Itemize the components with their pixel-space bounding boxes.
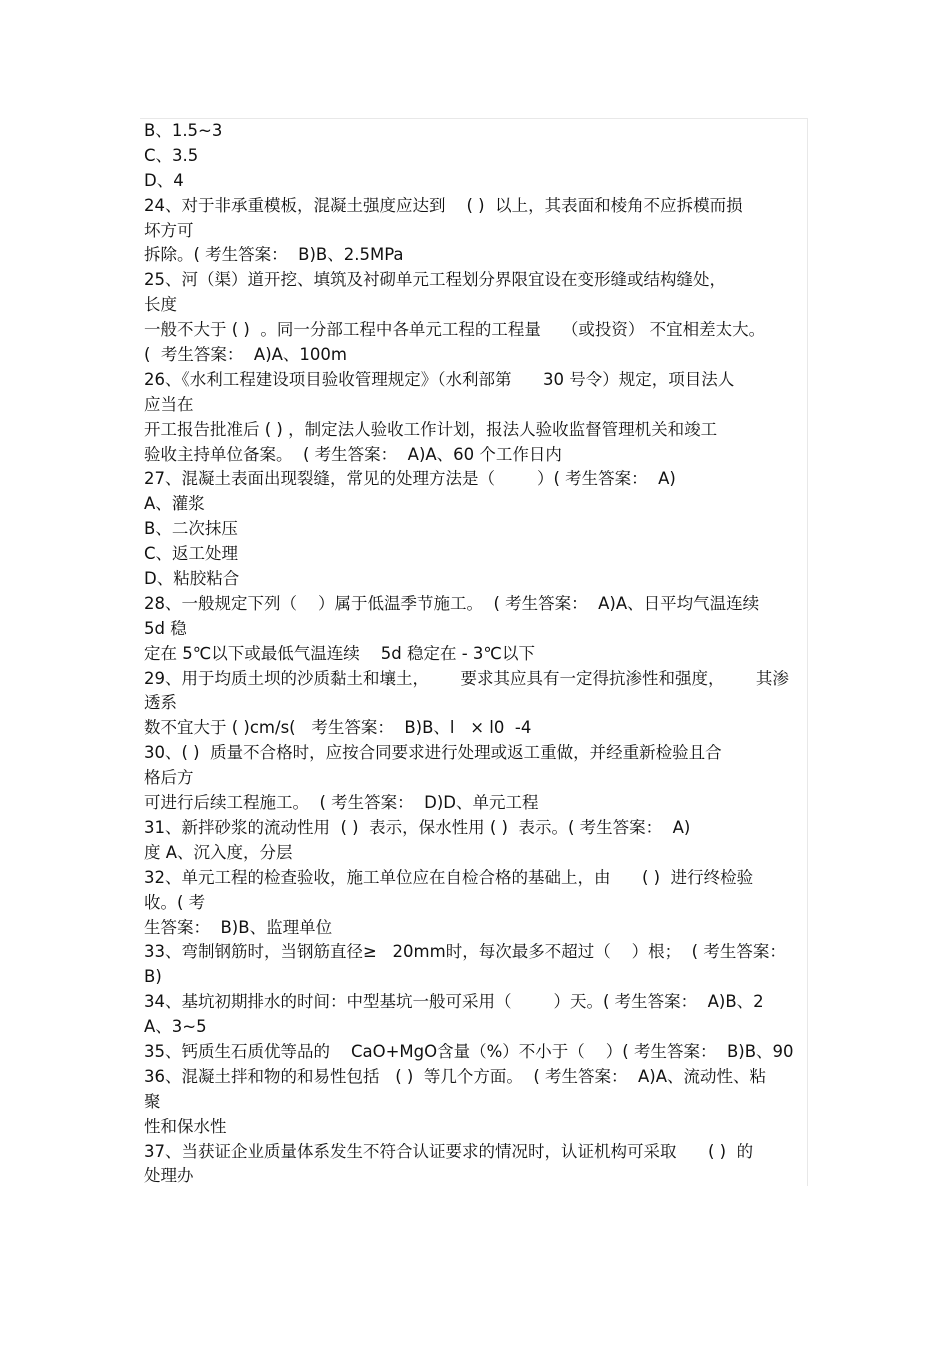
text-line: 定在 5℃以下或最低气温连续 5d 稳定在 - 3℃以下 — [144, 643, 535, 663]
text-line: 35、钙质生石质优等品的 CaO+MgO含量（%）不小于（ ）( 考生答案： B)B、90 — [144, 1041, 794, 1061]
text-line: 验收主持单位备案。 ( 考生答案： A)A、60 个工作日内 — [144, 444, 562, 464]
text-line: D、4 — [144, 170, 184, 190]
text-line: 拆除。( 考生答案： B)B、2.5MPa — [144, 245, 404, 265]
text-line: C、3.5 — [144, 145, 199, 165]
text-line: 37、当获证企业质量体系发生不符合认证要求的情况时，认证机构可采取 ( ) 的 — [144, 1141, 754, 1161]
text-line: ( 考生答案： A)A、100m — [144, 345, 347, 365]
text-line: 数不宜大于 ( )cm/s( 考生答案： B)B、l × l0 -4 — [144, 718, 532, 738]
text-line: 31、新拌砂浆的流动性用 ( ) 表示，保水性用 ( ) 表示。( 考生答案： A) — [144, 817, 691, 837]
text-line: 度 A、沉入度，分层 — [144, 842, 293, 862]
text-line: 25、河（渠）道开挖、填筑及衬砌单元工程划分界限宜设在变形缝或结构缝处， — [144, 270, 726, 290]
text-line: 26、《水利工程建设项目验收管理规定》（水利部第 30 号令）规定，项目法人 — [144, 369, 735, 389]
text-line: 格后方 — [144, 768, 194, 788]
text-line: B、1.5~3 — [144, 121, 223, 140]
text-line: 坏方可 — [144, 220, 194, 240]
text-line: 生答案： B)B、监理单位 — [144, 917, 333, 937]
text-line: 聚 — [144, 1091, 161, 1111]
text-line: 开工报告批准后 ( ) ，制定法人验收工作计划，报法人验收监督管理机关和竣工 — [144, 419, 718, 439]
text-line: 一般不大于 ( ) 。同一分部工程中各单元工程的工程量 （或投资） 不宜相差太大。 — [144, 320, 766, 340]
text-line: 36、混凝土拌和物的和易性包括 ( ) 等几个方面。 ( 考生答案： A)A、流动性、粘 — [144, 1066, 767, 1086]
text-line: 34、基坑初期排水的时间：中型基坑一般可采用（ ）天。( 考生答案： A)B、2 — [144, 992, 764, 1012]
text-line: 24、对于非承重模板，混凝土强度应达到 ( ) 以上，其表面和棱角不应拆模而损 — [144, 195, 743, 215]
document-body — [144, 119, 808, 1189]
text-line: 30、( ) 质量不合格时，应按合同要求进行处理或返工重做，并经重新检验且合 — [144, 743, 722, 763]
text-line: C、返工处理 — [144, 544, 239, 564]
text-line: 29、用于均质土坝的沙质黏土和壤土， 要求其应具有一定得抗渗性和强度， 其渗 — [144, 668, 789, 688]
text-line: 27、混凝土表面出现裂缝，常见的处理方法是（ ）( 考生答案： A) — [144, 469, 676, 489]
text-line: 32、单元工程的检查验收，施工单位应在自检合格的基础上，由 ( ) 进行终检验 — [144, 867, 754, 887]
text-line: 可进行后续工程施工。 ( 考生答案： D)D、单元工程 — [144, 793, 539, 813]
text-line: 33、弯制钢筋时，当钢筋直径≥ 20mm时，每次最多不超过（ ）根； ( 考生答案： — [144, 942, 786, 962]
text-line: 长度 — [144, 295, 177, 315]
text-line: 5d 稳 — [144, 618, 187, 638]
text-line: 处理办 — [144, 1166, 194, 1186]
text-line: 性和保水性 — [144, 1116, 227, 1136]
text-line: 收。( 考 — [144, 892, 206, 912]
text-line: 透系 — [144, 693, 177, 713]
text-line: A、灌浆 — [144, 494, 205, 514]
text-line: 应当在 — [144, 394, 194, 414]
text-line: A、3~5 — [144, 1017, 207, 1037]
text-line: B) — [144, 967, 162, 987]
text-line: 28、一般规定下列（ ）属于低温季节施工。 ( 考生答案： A)A、日平均气温连续 — [144, 593, 760, 613]
text-line: D、粘胶粘合 — [144, 569, 240, 589]
text-line: B、二次抹压 — [144, 519, 238, 539]
